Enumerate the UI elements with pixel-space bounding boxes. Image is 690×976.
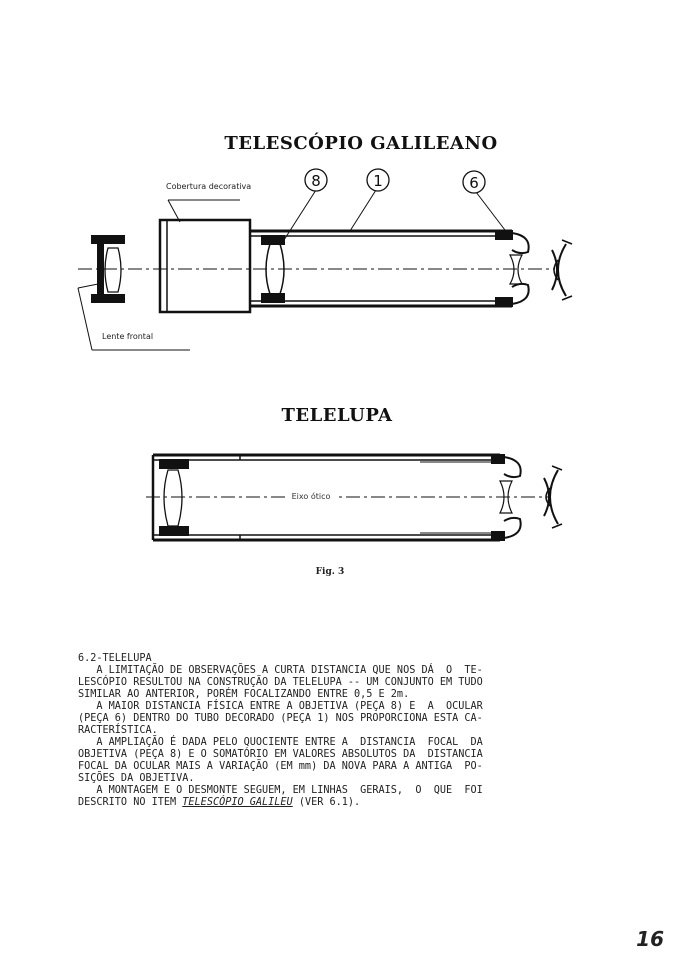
body-text [78, 653, 638, 809]
text-line: A LIMITAÇÃO DE OBSERVAÇÕES A CURTA DISTANCIA QUE NOS DÁ O TE- [78, 665, 483, 676]
callout-6-label: 6 [469, 174, 479, 192]
callout-1-label: 1 [373, 172, 383, 190]
title-telescopio: TELESCÓPIO GALILEANO [224, 133, 498, 154]
figure-caption: Fig. 3 [315, 567, 345, 577]
text-suffix: (VER 6.1). [292, 797, 361, 808]
text-emphasis: TELESCÓPIO GALILEU [182, 797, 293, 808]
text-line-last [78, 797, 638, 809]
page-number: 16 [636, 927, 664, 951]
text-line: FOCAL DA OCULAR MAIS A VARIAÇÃO (EM mm) DA NOVA PARA A ANTIGA PO- [78, 761, 483, 772]
text-line: LESCÓPIO RESULTOU NA CONSTRUÇÃO DA TELELUPA -- UM CONJUNTO EM TUDO [78, 677, 483, 688]
callout-8-label: 8 [311, 172, 321, 190]
text-line: A AMPLIAÇÃO É DADA PELO QUOCIENTE ENTRE A DISTANCIA FOCAL DA [78, 737, 483, 748]
text-line: A MAIOR DISTANCIA FÍSICA ENTRE A OBJETIVA (PEÇA 8) E A OCULAR [78, 701, 483, 712]
text-line: SIÇÕES DA OBJETIVA. [78, 773, 195, 784]
text-line: RACTERÍSTICA. [78, 725, 158, 736]
section-heading: 6.2-TELELUPA [78, 653, 152, 664]
text-line: SIMILAR AO ANTERIOR, PORÉM FOCALIZANDO ENTRE 0,5 E 2m. [78, 689, 410, 700]
text-line: (PEÇA 6) DENTRO DO TUBO DECORADO (PEÇA 1) NOS PROPORCIONA ESTA CA- [78, 713, 483, 724]
label-front-lens: Lente frontal [102, 332, 154, 341]
text-prefix: DESCRITO NO ITEM [78, 797, 183, 808]
label-optical-axis: Eixo ótico [291, 492, 331, 501]
text-line: OBJETIVA (PEÇA 8) E O SOMATÓRIO EM VALORES ABSOLUTOS DA DISTANCIA [78, 749, 483, 760]
label-cover: Cobertura decorativa [166, 182, 252, 191]
title-telelupa: TELELUPA [281, 405, 393, 426]
text-line: A MONTAGEM E O DESMONTE SEGUEM, EM LINHAS GERAIS, O QUE FOI [78, 785, 483, 796]
